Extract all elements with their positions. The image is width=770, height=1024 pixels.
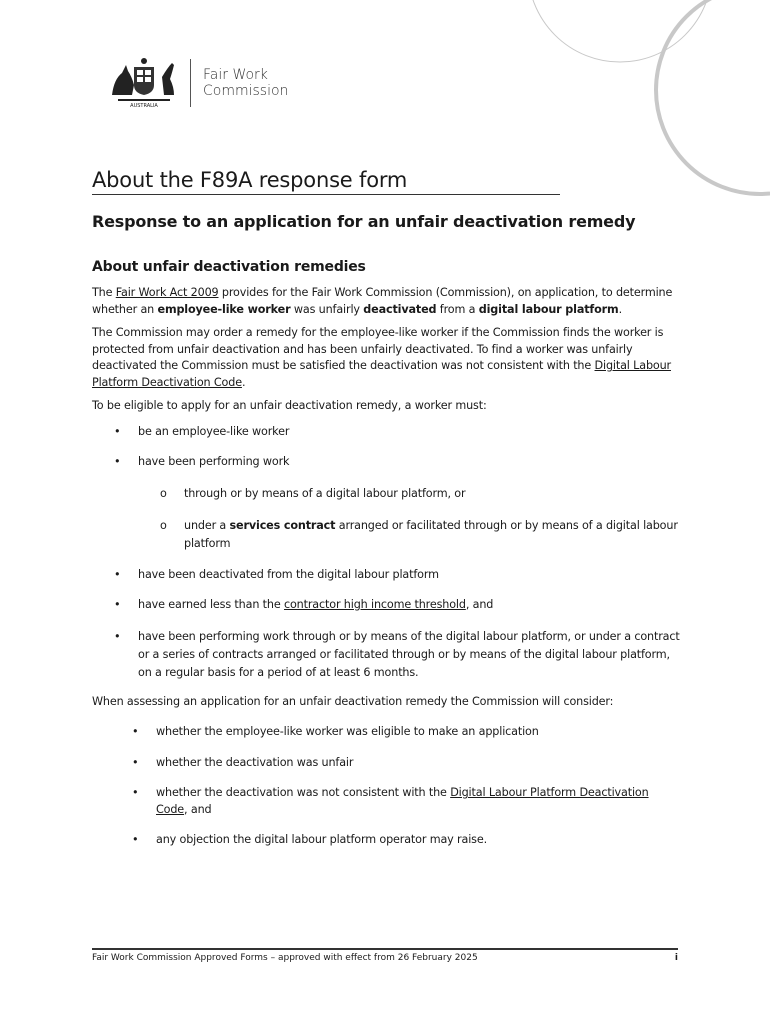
bullet-marker: • <box>132 833 139 846</box>
list-item: • whether the employee-like worker was eligible to make an application <box>92 724 682 741</box>
eligibility-intro: To be eligible to apply for an unfair deactivation remedy, a worker must: <box>92 399 487 412</box>
list-item: • be an employee-like worker <box>92 424 682 441</box>
bullet-marker: • <box>114 424 121 438</box>
sub-list-item: o through or by means of a digital labour platform, or <box>92 485 682 503</box>
list-item: • have been performing work <box>92 454 682 471</box>
bullet-marker: • <box>114 455 121 468</box>
org-name-line1: Fair Work <box>203 67 268 83</box>
list-item: • have earned less than the contractor high income threshold, and <box>92 597 682 614</box>
bullet-marker: • <box>132 725 139 738</box>
sub-bullet-marker: o <box>160 518 167 532</box>
deactivation-code-link[interactable]: Digital Labour Platform Deactivation Code <box>92 359 671 389</box>
coat-of-arms-icon <box>104 55 184 111</box>
list-item: • have been deactivated from the digital labour platform <box>92 567 682 584</box>
page-subtitle: Response to an application for an unfair deactivation remedy <box>92 212 636 231</box>
svg-text:AUSTRALIA: AUSTRALIA <box>130 103 158 109</box>
intro-paragraph: The Fair Work Act 2009 provides for the Fair Work Commission (Commission), on application, to determine whether an employee-like worker was unfairly deactivated from a digital labour platform. <box>92 286 673 316</box>
bullet-marker: • <box>114 567 121 581</box>
page-footer <box>92 953 678 963</box>
deactivation-code-link-2[interactable]: Digital Labour Platform Deactivation Code <box>156 786 649 816</box>
assessment-intro: When assessing an application for an unfair deactivation remedy the Commission will consider: <box>92 694 614 708</box>
bullet-marker: • <box>114 598 121 611</box>
remedy-paragraph: The Commission may order a remedy for the employee-like worker if the Commission finds the worker is protected from unfair deactivation and has been unfairly deactivated. To find a worker was unfairly deactivated the Commission must be satisfied the deactivation was not consistent with the Digital Labour Platform Deactivation Code. <box>92 326 671 389</box>
document-body <box>92 285 682 863</box>
list-item: • whether the deactivation was unfair <box>92 755 682 772</box>
income-threshold-link[interactable]: contractor high income threshold <box>283 598 466 611</box>
logo-divider <box>190 59 191 107</box>
sub-bullet-marker: o <box>160 486 167 500</box>
footer-divider <box>92 948 678 950</box>
fair-work-commission-logo <box>104 55 288 111</box>
list-item: • whether the deactivation was not consistent with the Digital Labour Platform Deactivation Code, and <box>132 786 649 816</box>
bullet-marker: • <box>132 786 139 799</box>
footer-text: Fair Work Commission Approved Forms – approved with effect from 26 February 2025 <box>92 953 478 963</box>
list-item: • have been performing work through or by means of the digital labour platform, or under a contract or a series of contracts arranged or facilitated through or by means of the digital labour platform, on a regular basis for a period of at least 6 months. <box>114 629 680 679</box>
fair-work-act-link[interactable]: Fair Work Act 2009 <box>115 286 219 299</box>
sub-list-item: o under a services contract arranged or facilitated through or by means of a digital labour platform <box>160 518 678 550</box>
page-title: About the F89A response form <box>92 168 560 195</box>
section-heading: About unfair deactivation remedies <box>92 259 366 275</box>
list-item: • any objection the digital labour platform operator may raise. <box>92 832 682 849</box>
org-name-line2: Commission <box>203 83 289 99</box>
page-number: i <box>674 953 678 963</box>
bullet-marker: • <box>114 629 121 643</box>
bullet-marker: • <box>132 755 139 769</box>
org-name <box>203 67 288 99</box>
